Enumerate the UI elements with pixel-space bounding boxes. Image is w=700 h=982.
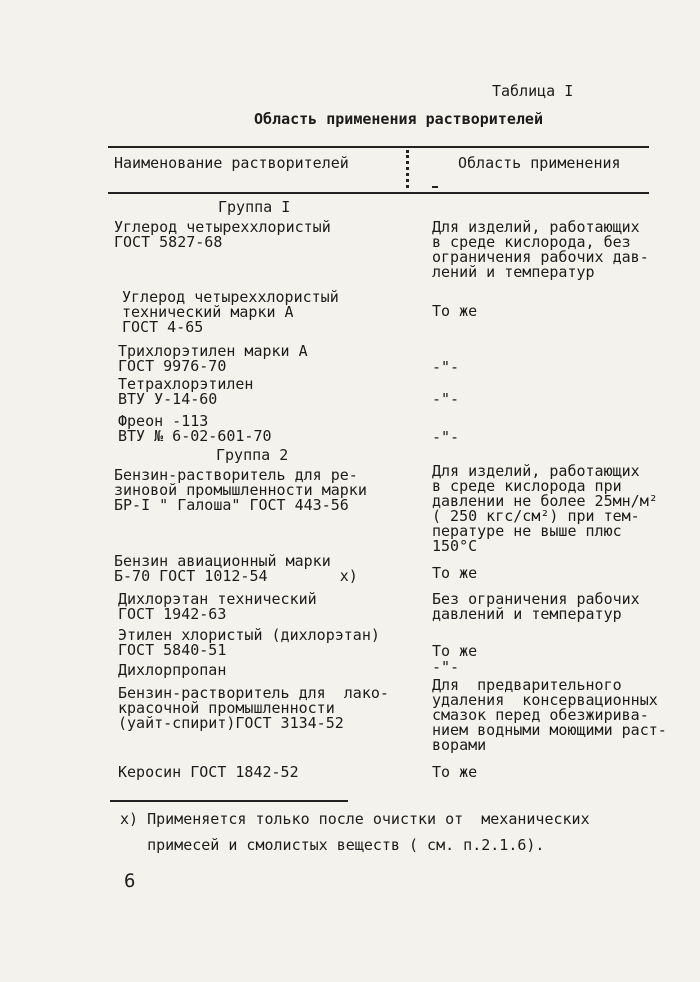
row-4-application: -"- — [432, 390, 460, 408]
header-solvent: Наименование растворителей — [114, 154, 349, 172]
row-6-solvent: Бензин-растворитель для ре- зиновой промышленности марки БР-I " Галоша" ГОСТ 443-56 — [114, 466, 367, 514]
row-10-solvent: Дихлорпропан — [118, 661, 227, 679]
row-5-solvent: Фреон -113 ВТУ № 6-02-601-70 — [118, 412, 272, 445]
footnote: х) Применяется только после очистки от механических примесей и смолистых веществ ( см. п.2.1.6). — [120, 810, 590, 854]
row-1-solvent: Углерод четыреххлористый ГОСТ 5827-68 — [114, 218, 331, 251]
row-8-application: Без ограничения рабочих давлений и температур — [432, 590, 640, 623]
row-9-solvent: Этилен хлористый (дихлорэтан) ГОСТ 5840-51 — [118, 626, 380, 659]
row-11-solvent: Бензин-растворитель для лако- красочной промышленности (уайт-спирит)ГОСТ 3134-52 — [118, 684, 389, 732]
row-2-solvent: Углерод четыреххлористый технический марки А ГОСТ 4-65 — [122, 288, 339, 336]
column-divider — [406, 150, 409, 188]
row-3-application: -"- — [432, 358, 460, 376]
table-title: Область применения растворителей — [254, 110, 543, 128]
row-11-application: Для предварительного удаления консервационных смазок перед обезжирива- нием водными моющими раст- ворами — [432, 676, 667, 754]
table-top-rule — [108, 146, 649, 148]
row-9-application: То же — [432, 642, 478, 660]
row-12-application: То же — [432, 763, 478, 781]
row-10-application: -"- — [432, 658, 460, 676]
table-header-rule — [108, 192, 649, 194]
page-number: 6 — [124, 870, 136, 892]
table-number: Таблица I — [492, 82, 574, 100]
row-1-application: Для изделий, работающих в среде кислорода, без ограничения рабочих дав- лений и температур — [432, 218, 649, 281]
column-tick — [432, 186, 438, 188]
row-2-application: То же — [432, 302, 478, 320]
footnote-rule — [110, 800, 348, 802]
header-application: Область применения — [458, 154, 621, 172]
row-7-application: То же — [432, 564, 478, 582]
group-1-label: Группа I — [218, 198, 291, 216]
row-7-solvent: Бензин авиационный марки Б-70 ГОСТ 1012-54 х) — [114, 552, 358, 585]
row-5-application: -"- — [432, 428, 460, 446]
row-8-solvent: Дихлорэтан технический ГОСТ 1942-63 — [118, 590, 317, 623]
row-6-application: Для изделий, работающих в среде кислорода при давлении не более 25мн/м² ( 250 кгс/см²) при тем- пературе не выше плюс 150°С — [432, 462, 658, 555]
row-12-solvent: Керосин ГОСТ 1842-52 — [118, 763, 299, 781]
group-2-label: Группа 2 — [216, 446, 289, 464]
row-3-solvent: Трихлорэтилен марки А ГОСТ 9976-70 — [118, 342, 308, 375]
row-4-solvent: Тетрахлорэтилен ВТУ У-14-60 — [118, 375, 254, 408]
